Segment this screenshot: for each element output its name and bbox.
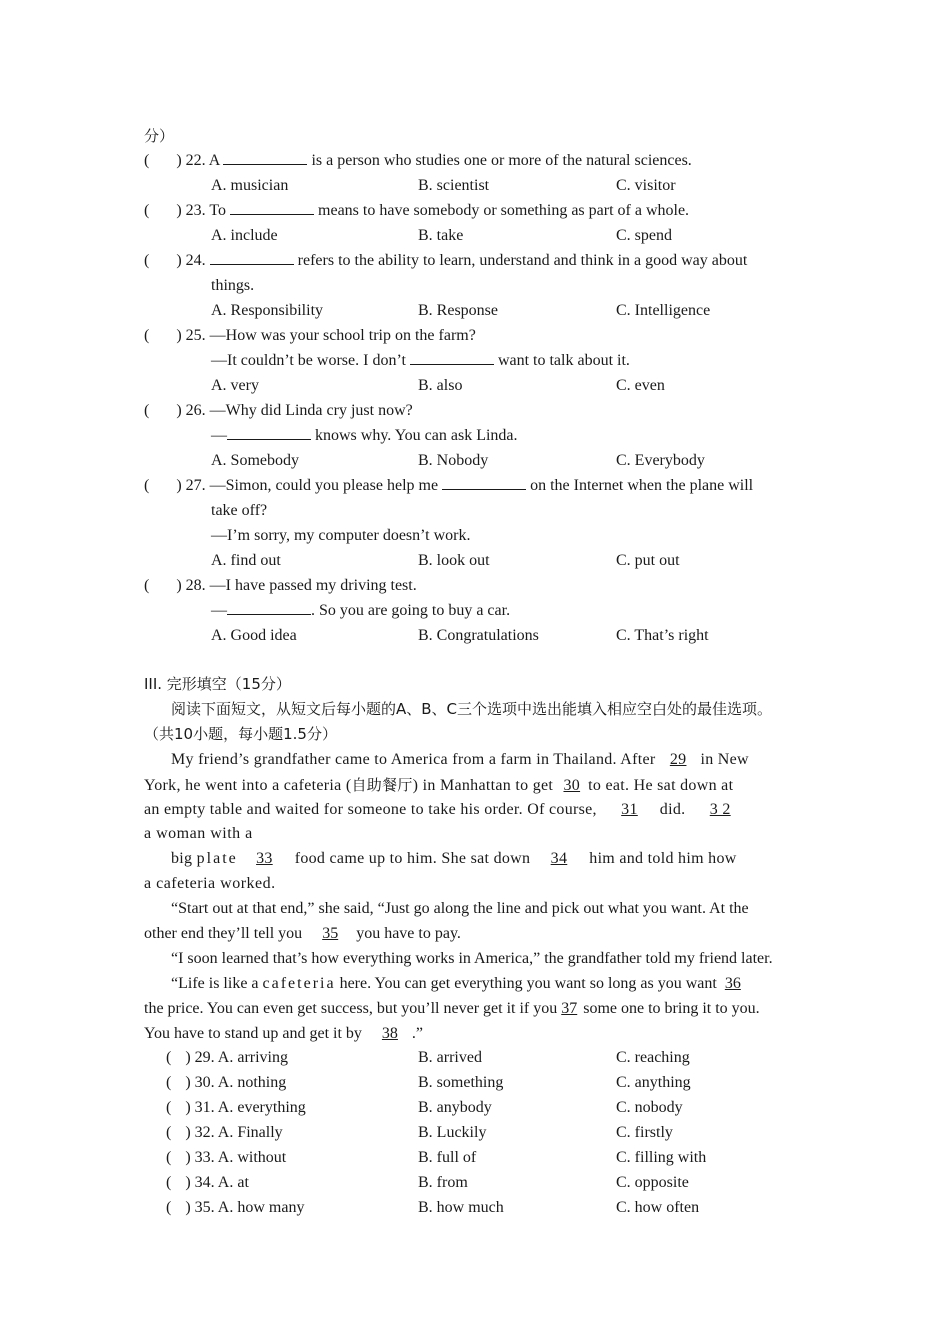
passage-line: an empty table and waited for someone to take his order. Of course, 31 did. 3 2 — [144, 800, 745, 820]
cloze-question-30: ( ) 30. A. nothing — [166, 1074, 287, 1091]
passage-line: other end they’ll tell you 35 you have to pay. — [144, 925, 461, 942]
cloze-question-32: ( ) 32. A. Finally — [166, 1124, 283, 1141]
option-a: A. Responsibility — [211, 302, 324, 319]
answer-blank — [227, 426, 311, 440]
answer-blank — [223, 151, 307, 165]
blank-36: 36 — [724, 975, 741, 992]
blank-37: 37 — [561, 1000, 578, 1017]
option-b: B. how much — [418, 1199, 504, 1216]
blank-34: 34 — [550, 850, 568, 867]
option-c: C. That’s right — [616, 627, 709, 644]
question-24: ( ) 24. refers to the ability to learn, understand and think in a good way about — [144, 252, 748, 269]
cloze-question-33: ( ) 33. A. without — [166, 1149, 287, 1166]
question-continuation: take off? — [211, 502, 268, 519]
passage-line: You have to stand up and get it by 38 .” — [144, 1025, 424, 1042]
blank-29: 29 — [669, 751, 687, 768]
answer-blank — [227, 601, 311, 615]
option-c: C. even — [616, 377, 665, 394]
option-b: B. arrived — [418, 1049, 482, 1066]
option-b: B. Response — [418, 302, 498, 319]
header-fragment: 分） — [144, 127, 175, 145]
question-26: ( ) 26. —Why did Linda cry just now? — [144, 402, 413, 419]
option-b: B. also — [418, 377, 463, 394]
option-b: B. look out — [418, 552, 490, 569]
passage-line: York, he went into a cafeteria (自助餐厅) in Manhattan to get 30 to eat. He sat down at — [144, 776, 734, 794]
option-c: C. how often — [616, 1199, 700, 1216]
passage-line: My friend’s grandfather came to America from a farm in Thailand. After 29 in New — [171, 751, 749, 768]
passage-line: a cafeteria worked. — [144, 875, 276, 892]
dialogue-line: —I’m sorry, my computer doesn’t work. — [211, 527, 471, 544]
cloze-question-35: ( ) 35. A. how many — [166, 1199, 305, 1216]
question-27: ( ) 27. —Simon, could you please help me on the Internet when the plane will — [144, 477, 754, 494]
dialogue-line: —It couldn’t be worse. I don’t want to talk about it. — [211, 352, 630, 369]
dialogue-line: — . So you are going to buy a car. — [211, 602, 511, 619]
option-c: C. Everybody — [616, 452, 705, 469]
cloze-question-31: ( ) 31. A. everything — [166, 1099, 306, 1116]
question-28: ( ) 28. —I have passed my driving test. — [144, 577, 417, 594]
option-c: C. put out — [616, 552, 680, 569]
answer-blank — [230, 201, 314, 215]
passage-line: the price. You can even get success, but you’ll never get it if you 37 some one to bring it to you. — [144, 1000, 760, 1017]
passage-line: “Start out at that end,” she said, “Just go along the line and pick out what you want. At the — [171, 900, 749, 917]
option-b: B. full of — [418, 1149, 477, 1166]
option-a: A. very — [211, 377, 259, 394]
question-22: ( ) 22. A is a person who studies one or more of the natural sciences. — [144, 152, 692, 169]
option-b: B. Luckily — [418, 1124, 487, 1141]
passage-line: a woman with a — [144, 825, 253, 842]
option-b: B. scientist — [418, 177, 490, 194]
section-instruction-note: （共10小题，每小题1.5分） — [144, 725, 337, 743]
option-c: C. anything — [616, 1074, 691, 1091]
option-c: C. filling with — [616, 1149, 707, 1166]
option-a: A. musician — [211, 177, 289, 194]
option-a: A. Good idea — [211, 627, 297, 644]
section-instruction: 阅读下面短文，从短文后每小题的A、B、C三个选项中选出能填入相应空白处的最佳选项。 — [171, 700, 773, 718]
option-a: A. include — [211, 227, 278, 244]
option-b: B. take — [418, 227, 464, 244]
option-b: B. from — [418, 1174, 468, 1191]
option-c: C. nobody — [616, 1099, 683, 1116]
passage-line: “Life is like a cafeteria here. You can get everything you want so long as you want 36 — [171, 974, 753, 994]
option-c: C. opposite — [616, 1174, 689, 1191]
option-c: C. firstly — [616, 1124, 673, 1141]
answer-blank — [442, 476, 526, 490]
option-a: A. find out — [211, 552, 281, 569]
option-b: B. something — [418, 1074, 504, 1091]
answer-blank — [410, 351, 494, 365]
blank-38: 38 — [381, 1025, 398, 1042]
question-25: ( ) 25. —How was your school trip on the farm? — [144, 327, 476, 344]
blank-33: 33 — [256, 850, 273, 867]
option-c: C. Intelligence — [616, 302, 711, 319]
section-heading: III. 完形填空（15分） — [144, 675, 291, 693]
option-b: B. Nobody — [418, 452, 489, 469]
passage-line: big plate 33 food came up to him. She sat down 34 him and told him how — [171, 850, 737, 867]
blank-32: 3 2 — [709, 801, 731, 818]
option-b: B. Congratulations — [418, 627, 539, 644]
cloze-question-29: ( ) 29. A. arriving — [166, 1049, 288, 1066]
option-a: A. Somebody — [211, 452, 299, 469]
option-b: B. anybody — [418, 1099, 492, 1116]
question-23: ( ) 23. To means to have somebody or something as part of a whole. — [144, 202, 690, 219]
option-c: C. spend — [616, 227, 672, 244]
dialogue-line: — knows why. You can ask Linda. — [211, 427, 518, 444]
blank-30: 30 — [563, 777, 581, 794]
answer-blank — [210, 251, 294, 265]
passage-line: “I soon learned that’s how everything works in America,” the grandfather told my friend later. — [171, 950, 773, 967]
blank-35: 35 — [322, 925, 339, 942]
option-c: C. reaching — [616, 1049, 690, 1066]
blank-31: 31 — [621, 801, 638, 818]
cloze-question-34: ( ) 34. A. at — [166, 1174, 249, 1191]
question-continuation: things. — [211, 277, 255, 294]
option-c: C. visitor — [616, 177, 676, 194]
